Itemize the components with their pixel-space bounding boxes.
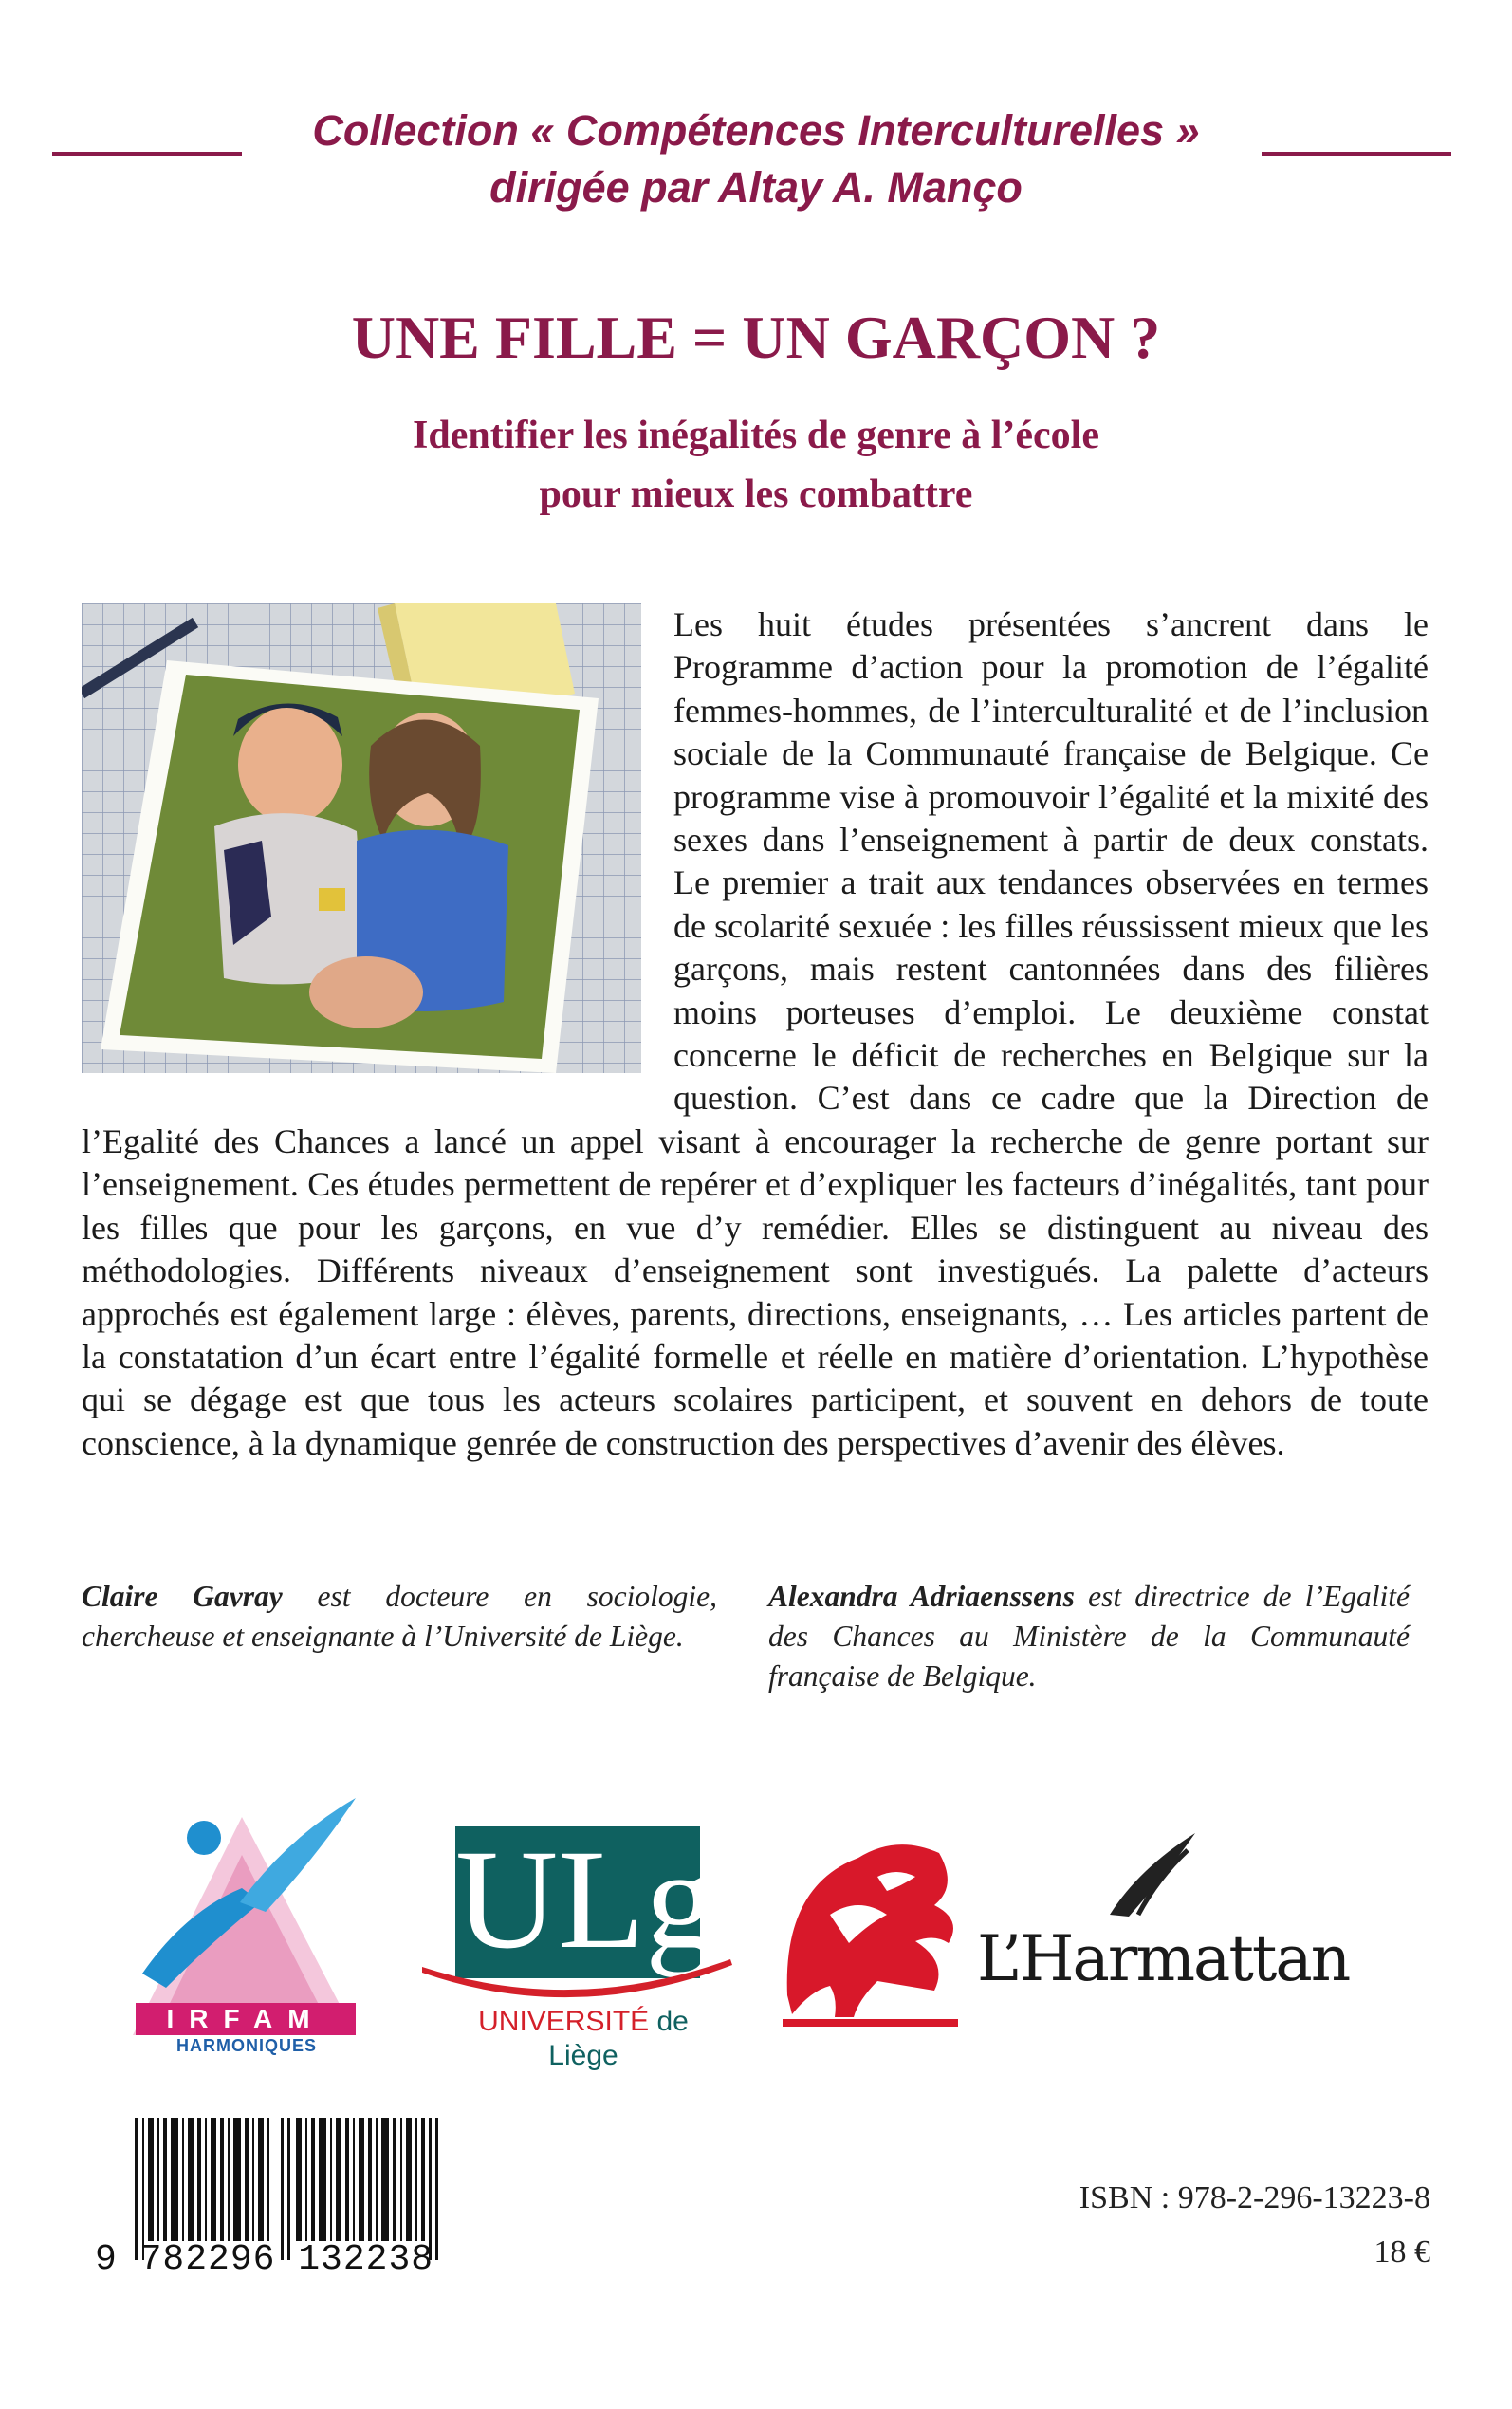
barcode xyxy=(95,2118,493,2289)
book-subtitle-line2: pour mieux les combattre xyxy=(539,473,973,516)
collection-name: Collection « Compétences Interculturelles » xyxy=(312,106,1200,155)
ulg-logo-university-b: de Liège xyxy=(548,2006,689,2071)
irfam-logo-subtext: HARMONIQUES xyxy=(175,2036,317,2055)
harmattan-logo-text: L’Harmattan xyxy=(977,1922,1350,1995)
irfam-logo-text: IRFAM xyxy=(166,2004,325,2033)
price: 18 € xyxy=(1374,2234,1430,2270)
coq-logo xyxy=(773,1829,963,2029)
description-paragraph: Les huit études présentées s’ancrent dans le Programme d’action pour la promotion de l’égalité femmes-hommes, de l’interculturalité et de l’inclusion sociale de la Communauté française de Belgique. Ce programme vise à promouvoir l’égalité et la mixité des sexes dans l’enseignement à partir de deux constats. Le premier a trait aux tendances observées en termes de scolarité sexuée : les filles réussissent mieux que les garçons, mais restent cantonnées dans des filières moins porteuses d’emploi. Le deuxième constat concerne le déficit de recherches en Belgique sur la question. C’est dans ce cadre que la Direction de l’Egalité des Chances a lancé un appel visant à encourager la recherche de genre portant sur l’enseignement. Ces études permettent de repérer et d’expliquer les facteurs d’inégalités, tant pour les filles que pour les garçons, en vue d’y remédier. Elles se distinguent au niveau des méthodologies. Différents niveaux d’enseignement sont investigués. La palette d’acteurs approchés est également large : élèves, parents, directions, enseignants, … Les articles partent de la constatation d’un écart entre l’égalité formelle et réelle en matière d’orientation. L’hypothèse qui se dégage est que tous les acteurs scolaires participent, et souvent en dehors de toute conscience, à la dynamique genrée de construction des perspectives d’avenir des élèves. xyxy=(82,605,1429,1462)
back-cover-text xyxy=(82,603,1429,1465)
author-1-name: Claire Gavray xyxy=(82,1580,283,1613)
bio-author-2 xyxy=(768,1577,1410,1696)
ulg-logo-letters: ULg xyxy=(455,1821,716,1978)
ulg-logo-university xyxy=(441,2005,726,2073)
author-2-name: Alexandra Adriaenssens xyxy=(768,1580,1075,1613)
irfam-logo xyxy=(128,1798,365,2054)
book-subtitle-line1: Identifier les inégalités de genre à l’école xyxy=(413,414,1099,457)
author-1-bio: est docteure en sociologie, chercheuse et enseignante à l’Université de Liège. xyxy=(82,1580,717,1653)
book-title: UNE FILLE = UN GARÇON ? xyxy=(351,304,1161,371)
ulg-logo xyxy=(422,1821,735,2071)
bio-author-1 xyxy=(82,1577,717,1657)
author-2-bio: est directrice de l’Egalité des Chances au Ministère de la Communauté française de Belgique. xyxy=(768,1580,1410,1693)
collection-director: dirigée par Altay A. Mançо xyxy=(489,163,1023,212)
isbn: ISBN : 978-2-296-13223-8 xyxy=(1079,2180,1430,2215)
barcode-digits: 9 782296 132238 xyxy=(95,2239,434,2280)
ulg-logo-university-a: UNIVERSITÉ xyxy=(478,2006,650,2037)
cover-photo xyxy=(82,603,651,1083)
harmattan-logo xyxy=(977,1831,1356,2030)
